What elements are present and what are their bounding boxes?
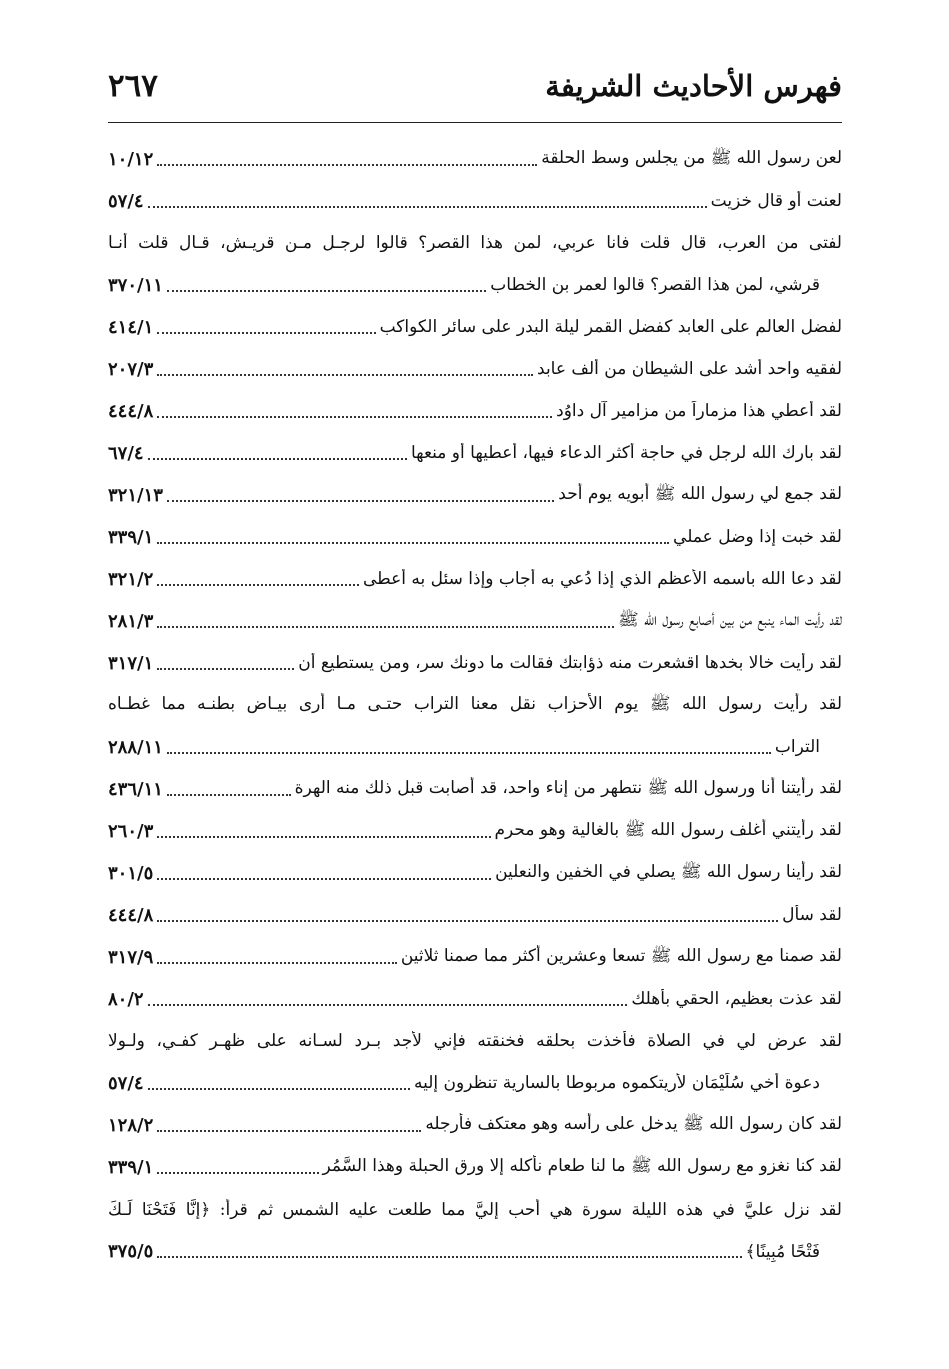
entry-text: لقد خبت إذا وضل عملي — [673, 527, 842, 547]
entry-text: قرشي، لمن هذا القصر؟ قالوا لعمر بن الخطاب — [490, 275, 820, 295]
entry-text: لقد أعطي هذا مزماراً من مزامير آل داوُد — [556, 401, 842, 421]
index-entry-continuation — [108, 726, 842, 768]
entry-reference: ٢٨١/٣ — [108, 610, 154, 632]
index-entry-line — [108, 642, 842, 684]
entry-reference: ٣٣٩/١ — [108, 526, 154, 548]
dot-leader — [167, 750, 771, 754]
dot-leader — [157, 330, 375, 334]
index-entry-line — [108, 936, 842, 978]
index-entry-continuation — [108, 1062, 842, 1104]
entry-text: لقد رأيتني أغلف رسول الله ﷺ بالغالية وهو محرم — [494, 819, 842, 840]
index-entry-line — [108, 432, 842, 474]
entry-reference: ٤٣٦/١١ — [108, 778, 163, 800]
entry-text: لقد عذت بعظيم، الحقي بأهلك — [631, 989, 842, 1009]
entry-text: لقد صمنا مع رسول الله ﷺ تسعا وعشرين أكثر مما صمنا ثلاثين — [400, 945, 842, 966]
entry-text: لقد رأينا رسول الله ﷺ يصلي في الخفين والنعلين — [495, 861, 842, 882]
index-entry-line — [108, 1020, 842, 1062]
entry-text: لقد كنا نغزو مع رسول الله ﷺ ما لنا طعام نأكله إلا ورق الحبلة وهذا السَّمُر — [322, 1155, 842, 1176]
index-entry-line — [108, 768, 842, 810]
index-entry-line — [108, 390, 842, 432]
dot-leader — [157, 1128, 421, 1132]
dot-leader — [148, 1002, 628, 1006]
entry-reference: ٢٨٨/١١ — [108, 736, 163, 758]
dot-leader — [148, 1086, 410, 1090]
entry-text: لقد رأيتنا أنا ورسول الله ﷺ نتطهر من إناء واحد، قد أصابت قبل ذلك منه الهرة — [294, 777, 842, 798]
entry-reference: ٣٠١/٥ — [108, 862, 154, 884]
hadith-index-list — [108, 138, 842, 1272]
index-entry-line — [108, 306, 842, 348]
entry-text: لعن رسول الله ﷺ من يجلس وسط الحلقة — [541, 147, 842, 168]
entry-text: لقد نزل عليَّ في هذه الليلة سورة هي أحب إليَّ مما طلعت عليه الشمس ثم قرأ: ﴿إِنَّا فَتَحْنَا لَـكَ — [108, 1199, 842, 1220]
index-entry-line — [108, 894, 842, 936]
entry-reference: ٣١٧/١ — [108, 652, 154, 674]
running-title: فهرس الأحاديث الشريفة — [545, 69, 842, 103]
page-number: ٢٦٧ — [108, 68, 158, 104]
dot-leader — [157, 960, 397, 964]
index-entry-line — [108, 1188, 842, 1230]
index-entry-line — [108, 516, 842, 558]
index-entry-line — [108, 138, 842, 180]
entry-reference: ١٢٨/٢ — [108, 1114, 154, 1136]
entry-reference: ٣١٧/٩ — [108, 946, 154, 968]
header-rule — [108, 122, 842, 123]
entry-reference: ٣٢١/١٣ — [108, 484, 163, 506]
entry-text: لقد سأل — [782, 905, 842, 925]
entry-text: التراب — [774, 737, 820, 757]
index-entry-line — [108, 852, 842, 894]
entry-reference: ٨٠/٢ — [108, 988, 144, 1010]
entry-text: لفضل العالم على العابد كفضل القمر ليلة البدر على سائر الكواكب — [379, 317, 842, 337]
entry-reference: ٢٦٠/٣ — [108, 820, 154, 842]
dot-leader — [167, 498, 554, 502]
entry-text: لقد رأيت رسول الله ﷺ يوم الأحزاب نقل معنا التراب حتـى مـا أرى بيـاض بطنـه مما غطـاه — [108, 693, 842, 714]
entry-reference: ٥٧/٤ — [108, 1072, 144, 1094]
dot-leader — [167, 792, 291, 796]
index-entry-line — [108, 348, 842, 390]
dot-leader — [148, 456, 407, 460]
entry-text: لفقيه واحد أشد على الشيطان من ألف عابد — [537, 359, 842, 379]
dot-leader — [157, 1170, 318, 1174]
entry-text: لقد رأيت خالا بخدها اقشعرت منه ذؤابتك فقالت ما دونك سر، ومن يستطيع أن — [298, 653, 842, 673]
dot-leader — [157, 624, 614, 628]
entry-reference: ١٠/١٢ — [108, 148, 154, 170]
entry-reference: ٤٤٤/٨ — [108, 904, 154, 926]
index-entry-continuation — [108, 264, 842, 306]
entry-reference: ٣٢١/٢ — [108, 568, 154, 590]
dot-leader — [157, 834, 490, 838]
entry-reference: ٥٧/٤ — [108, 190, 144, 212]
dot-leader — [157, 666, 294, 670]
index-entry-line — [108, 978, 842, 1020]
entry-reference: ٤١٤/١ — [108, 316, 154, 338]
entry-text: فَتْحًا مُبِينًا﴾ — [745, 1241, 820, 1262]
dot-leader — [157, 918, 778, 922]
index-entry-line — [108, 684, 842, 726]
entry-reference: ٣٧٥/٥ — [108, 1240, 154, 1262]
dot-leader — [157, 876, 491, 880]
page-header — [108, 62, 842, 110]
entry-text: لفتى من العرب، قال قلت فانا عربي، لمن هذا القصر؟ قالوا لرجـل مـن قريـش، قـال قلت أنـا — [108, 233, 842, 253]
entry-reference: ٤٤٤/٨ — [108, 400, 154, 422]
index-entry-continuation — [108, 1230, 842, 1272]
dot-leader — [157, 372, 533, 376]
index-entry-line — [108, 474, 842, 516]
index-entry-line — [108, 180, 842, 222]
entry-text: لقد عرض لي في الصلاة فأخذت بحلقه فخنقته فإني لأجد بـرد لسـانه على ظهـر كفـي، ولـولا — [108, 1031, 842, 1051]
entry-text: لعنت أو قال خزيت — [710, 191, 842, 211]
entry-text: لقد بارك الله لرجل في حاجة أكثر الدعاء فيها، أعطيها أو منعها — [410, 443, 842, 463]
dot-leader — [157, 1254, 741, 1258]
entry-text: لقد رأيت الماء ينبع من بين أصابع رسول الله ﷺ — [618, 609, 842, 630]
dot-leader — [157, 582, 359, 586]
entry-text: لقد دعا الله باسمه الأعظم الذي إذا دُعي به أجاب وإذا سئل به أعطى — [362, 569, 842, 589]
dot-leader — [167, 288, 486, 292]
index-entry-line — [108, 810, 842, 852]
entry-text: لقد جمع لي رسول الله ﷺ أبويه يوم أحد — [558, 483, 842, 504]
dot-leader — [157, 414, 552, 418]
entry-reference: ٣٧٠/١١ — [108, 274, 163, 296]
dot-leader — [157, 162, 537, 166]
index-entry-line — [108, 600, 842, 642]
index-entry-line — [108, 558, 842, 600]
index-entry-line — [108, 1104, 842, 1146]
entry-text: دعوة أخي سُلَيْمَان لأريتكموه مربوطا بالسارية تنظرون إليه — [413, 1073, 820, 1093]
index-entry-line — [108, 222, 842, 264]
index-entry-line — [108, 1146, 842, 1188]
dot-leader — [148, 204, 707, 208]
entry-reference: ٣٣٩/١ — [108, 1156, 154, 1178]
entry-reference: ٦٧/٤ — [108, 442, 144, 464]
entry-reference: ٢٠٧/٣ — [108, 358, 154, 380]
entry-text: لقد كان رسول الله ﷺ يدخل على رأسه وهو معتكف فأرجله — [425, 1113, 842, 1134]
dot-leader — [157, 540, 669, 544]
